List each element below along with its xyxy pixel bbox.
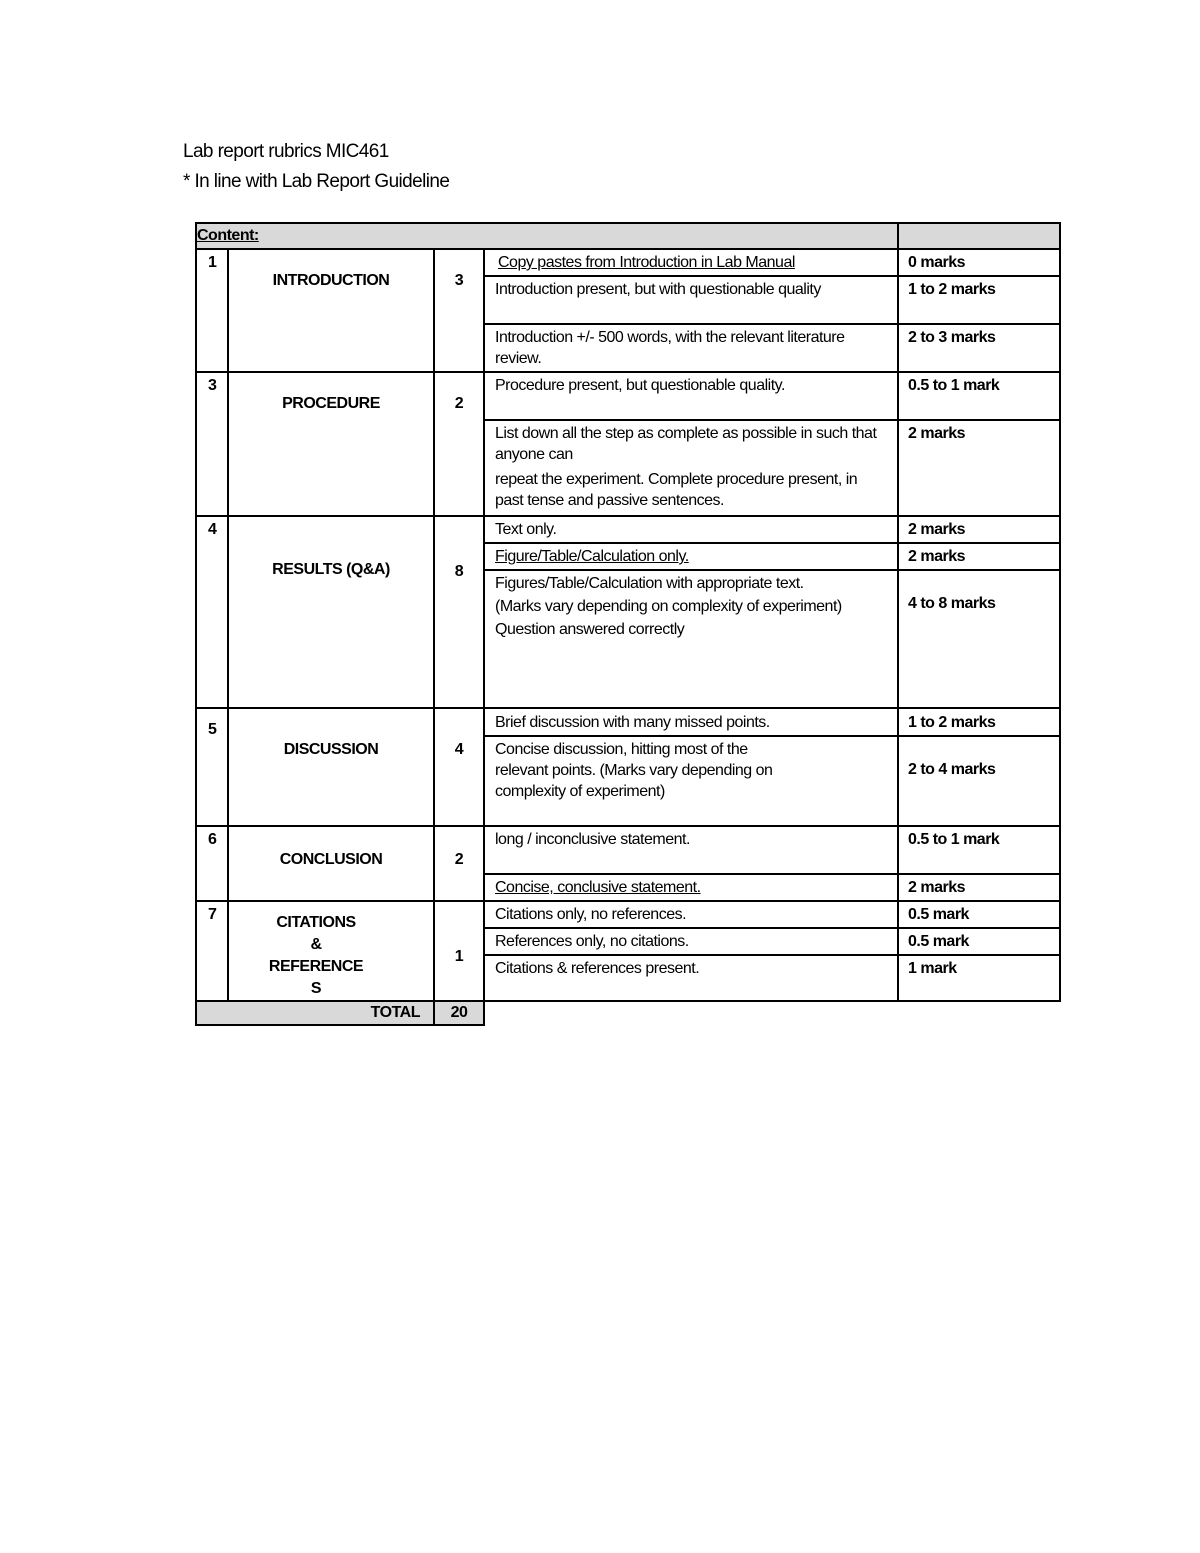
section-weight xyxy=(434,249,484,372)
criterion-description-line: List down all the step as complete as possible in such that anyone can xyxy=(495,425,877,463)
section-name-line: S xyxy=(310,980,322,997)
section-weight-text: 2 xyxy=(454,851,464,868)
section-name-text: INTRODUCTION xyxy=(272,272,390,289)
criterion-description xyxy=(484,570,898,708)
criterion-marks: 2 marks xyxy=(898,516,1060,543)
section-weight-text: 8 xyxy=(454,563,464,580)
table-row xyxy=(196,516,1060,543)
section-number: 7 xyxy=(196,901,228,1001)
criterion-marks: 1 to 2 marks xyxy=(898,708,1060,736)
table-row xyxy=(196,372,1060,420)
section-weight xyxy=(434,901,484,1001)
section-weight-text: 1 xyxy=(454,948,464,965)
section-name-line: CITATIONS xyxy=(276,914,356,931)
section-weight-text: 3 xyxy=(454,272,464,289)
criterion-description: Citations & references present. xyxy=(484,955,898,1001)
criterion-marks: 1 mark xyxy=(898,955,1060,1001)
criterion-description: Introduction +/- 500 words, with the relevant literature review. xyxy=(484,324,898,372)
criterion-description: Brief discussion with many missed points. xyxy=(484,708,898,736)
table-row xyxy=(196,826,1060,874)
section-name xyxy=(228,826,434,901)
section-number: 1 xyxy=(196,249,228,372)
section-name-text: PROCEDURE xyxy=(282,395,380,412)
criterion-description: Procedure present, but questionable quality. xyxy=(484,372,898,420)
criterion-marks: 0.5 mark xyxy=(898,928,1060,955)
total-row xyxy=(196,1001,1060,1025)
criterion-description: long / inconclusive statement. xyxy=(484,826,898,874)
document-subtitle: * In line with Lab Report Guideline xyxy=(183,171,450,192)
section-name-line: REFERENCE xyxy=(268,958,364,975)
criterion-marks: 2 marks xyxy=(898,543,1060,570)
section-name xyxy=(228,249,434,372)
total-row-blank xyxy=(898,1001,1060,1025)
section-name xyxy=(228,708,434,826)
criterion-description-line: Question answered correctly xyxy=(495,621,685,638)
criterion-description xyxy=(484,420,898,516)
criterion-marks: 2 to 4 marks xyxy=(898,736,1060,826)
criterion-marks: 2 to 3 marks xyxy=(898,324,1060,372)
criterion-marks: 2 marks xyxy=(898,874,1060,901)
table-row xyxy=(196,708,1060,736)
criterion-description: Citations only, no references. xyxy=(484,901,898,928)
criterion-marks: 0.5 mark xyxy=(898,901,1060,928)
criterion-description-line: repeat the experiment. Complete procedure present, in past tense and passive sentences. xyxy=(495,471,858,509)
criterion-description: Text only. xyxy=(484,516,898,543)
section-weight xyxy=(434,372,484,516)
criterion-description: Figure/Table/Calculation only. xyxy=(484,543,898,570)
rubric-table xyxy=(195,222,1061,1026)
criterion-marks: 0.5 to 1 mark xyxy=(898,372,1060,420)
section-name-line: & xyxy=(310,936,322,953)
criterion-description-line: (Marks vary depending on complexity of experiment) xyxy=(495,598,842,615)
section-name xyxy=(228,372,434,516)
criterion-marks: 4 to 8 marks xyxy=(898,570,1060,708)
section-name-text: RESULTS (Q&A) xyxy=(272,561,390,578)
section-name-text: CONCLUSION xyxy=(279,851,383,868)
document-title: Lab report rubrics MIC461 xyxy=(183,141,389,162)
section-name-text: DISCUSSION xyxy=(283,741,379,758)
total-label: TOTAL xyxy=(196,1001,434,1025)
criterion-marks: 1 to 2 marks xyxy=(898,276,1060,324)
section-weight xyxy=(434,708,484,826)
criterion-description-line: Figures/Table/Calculation with appropriate text. xyxy=(495,575,804,592)
table-row xyxy=(196,249,1060,276)
section-name-multiline xyxy=(229,902,433,1000)
content-header-blank xyxy=(898,223,1060,249)
total-row-blank xyxy=(484,1001,898,1025)
criterion-description: Concise discussion, hitting most of the relevant points. (Marks vary depending on complexity of experiment) xyxy=(484,736,898,826)
section-number: 4 xyxy=(196,516,228,708)
criterion-description: Introduction present, but with questionable quality xyxy=(484,276,898,324)
criterion-description: References only, no citations. xyxy=(484,928,898,955)
section-name xyxy=(228,516,434,708)
section-number: 3 xyxy=(196,372,228,516)
criterion-marks: 0.5 to 1 mark xyxy=(898,826,1060,874)
section-weight xyxy=(434,516,484,708)
section-name xyxy=(228,901,434,1001)
criterion-description: Copy pastes from Introduction in Lab Manual xyxy=(484,249,898,276)
total-value: 20 xyxy=(434,1001,484,1025)
section-number: 6 xyxy=(196,826,228,901)
criterion-marks: 2 marks xyxy=(898,420,1060,516)
section-weight-text: 2 xyxy=(454,395,464,412)
table-row xyxy=(196,901,1060,928)
content-label: Content: xyxy=(196,223,898,249)
section-weight xyxy=(434,826,484,901)
criterion-description: Concise, conclusive statement. xyxy=(484,874,898,901)
section-weight-text: 4 xyxy=(454,741,464,758)
content-header-row xyxy=(196,223,1060,249)
criterion-marks: 0 marks xyxy=(898,249,1060,276)
section-number: 5 xyxy=(196,708,228,826)
